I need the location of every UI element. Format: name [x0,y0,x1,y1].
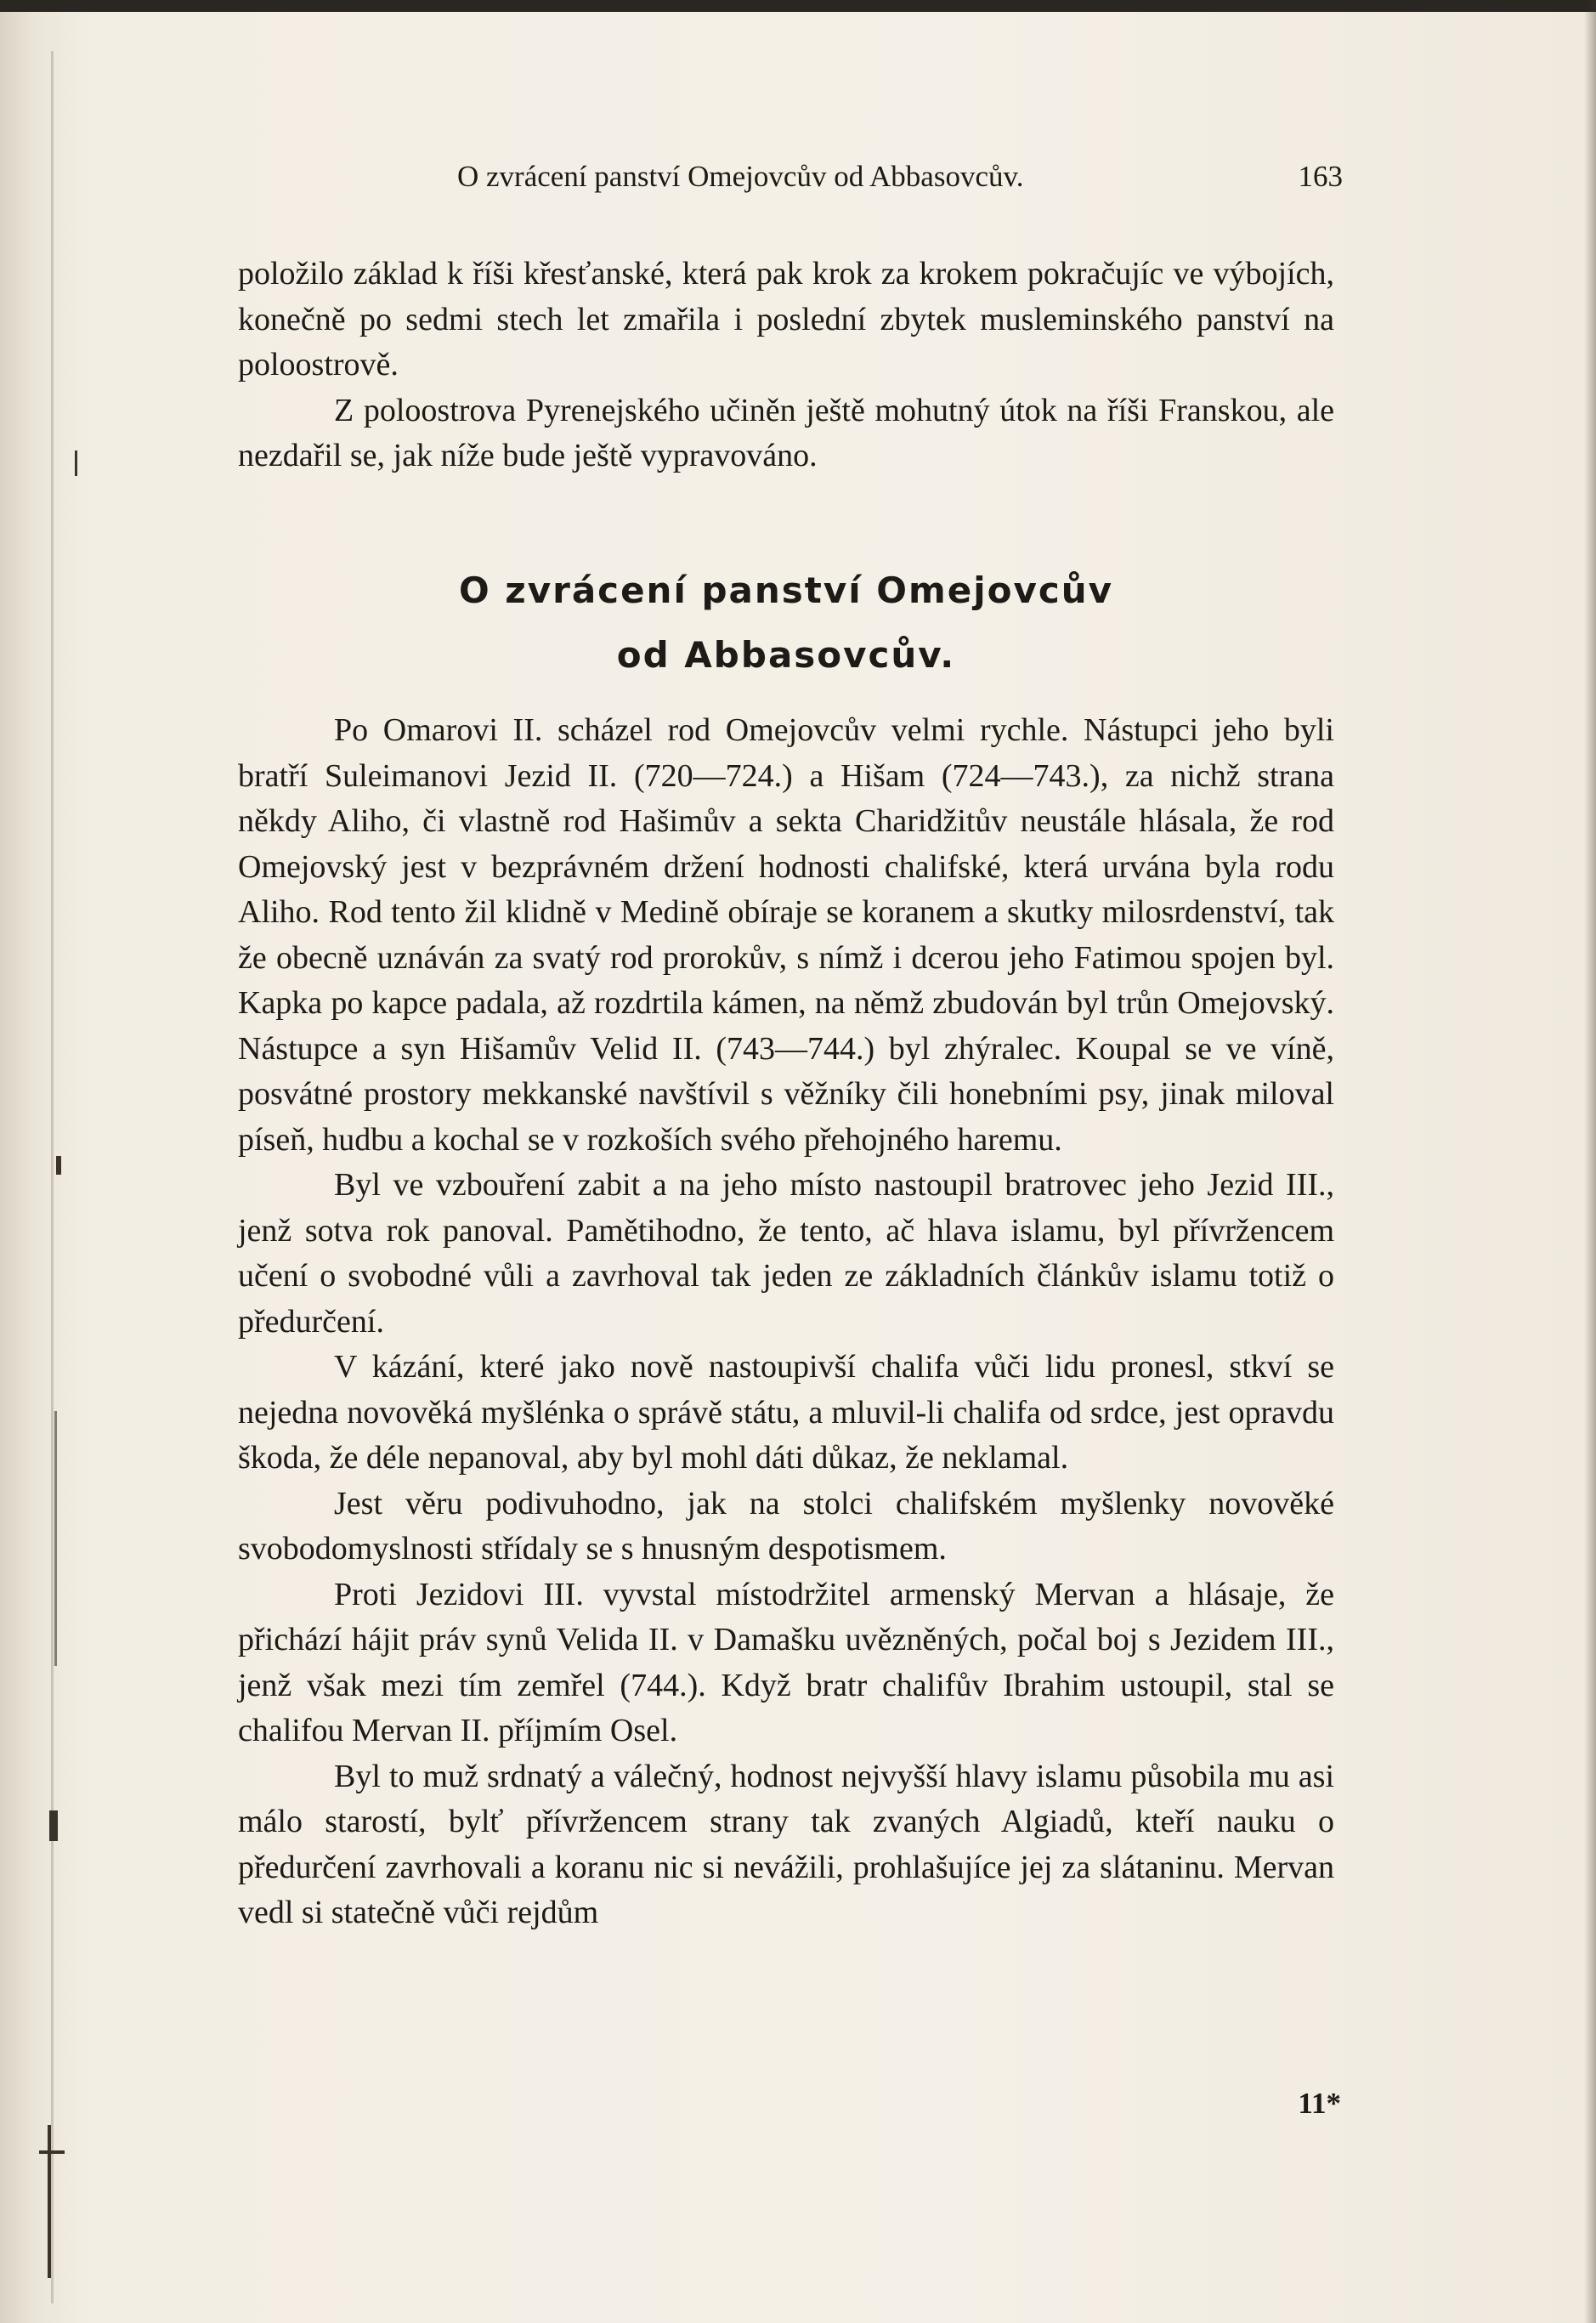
text-block-top [238,252,1334,479]
paragraph: Z poloostrova Pyrenejského učiněn ještě mohutný útok na říši Franskou, ale nezdařil se, jak níže bude ještě vypravováno. [238,392,1334,473]
section-heading: O zvrácení panství Omejovcův [458,569,1114,611]
paragraph: Po Omarovi II. scházel rod Omejovcův velmi rychle. Nástupci jeho byli bratří Suleimanovi Jezid II. (720—724.) a Hišam (724—743.), za nichž strana někdy Aliho, či vlastně rod Hašimův a sekta Charidžitův neustále hlásala, že rod Omejovský jest v bezprávném držení hodnosti chalifské, která urvána byla rodu Aliho. Rod tento žil klidně v Medině obíraje se koranem a skutky milosrdenství, tak že obecně uznáván za svatý rod prorokův, s nímž i dcerou jeho Fatimou spojen byl. Kapka po kapce padala, až rozdrtila kámen, na němž zbudován byl trůn Omejovský. Nástupce a syn Hišamův Velid II. (743—744.) byl zhýralec. Koupal se ve víně, posvátné prostory mekkanské navštívil s věžníky čili honebními psy, jinak miloval píseň, hudbu a kochal se v rozkoších svého přehojného haremu. [238,712,1334,1158]
text-block-main [238,708,1334,1936]
signature-mark: 11* [1298,2087,1341,2120]
section-heading-cont: od Abbasovcův. [616,634,956,676]
binding-fold [51,51,54,2303]
running-header [238,160,1343,202]
margin-mark [54,1411,57,1666]
margin-mark [56,1156,61,1175]
running-title: O zvrácení panství Omejovcův od Abbasovcův. [457,160,1024,193]
page-number: 163 [1298,160,1343,193]
scan-top-border [0,0,1596,12]
margin-mark [39,2150,65,2154]
paragraph: Byl ve vzbouření zabit a na jeho místo nastoupil bratrovec jeho Jezid III., jenž sotva rok panoval. Pamětihodno, že tento, ač hlava islamu, byl přívržencem učení o svobodné vůli a zavrhoval tak jeden ze základních článkův islamu totiž o předurčení. [238,1167,1334,1340]
margin-mark [48,2125,51,2278]
paragraph: Byl to muž srdnatý a válečný, hodnost nejvyšší hlavy islamu působila mu asi málo starostí, bylť přívržencem strany tak zvaných Algiadů, kteří nauku o předurčení zavrhovali a koranu nic si nevážili, prohlašujíce jej za slátaninu. Mervan vedl si statečně vůči rejdům [238,1758,1334,1930]
margin-mark [49,1810,58,1841]
paragraph: Proti Jezidovi III. vyvstal místodržitel armenský Mervan a hlásaje, že přichází hájit práv synů Velida II. v Damašku uvězněných, počal boj s Jezidem III., jenž však mezi tím zemřel (744.). Když bratr chalifův Ibrahim ustoupil, stal se chalifou Mervan II. příjmím Osel. [238,1576,1334,1748]
paragraph: Jest věru podivuhodno, jak na stolci chalifském myšlenky novověké svobodomyslnosti střídaly se s hnusným despotismem. [238,1485,1334,1567]
margin-mark [75,450,77,476]
paragraph: položilo základ k říši křesťanské, která pak krok za krokem pokračujíc ve výbojích, konečně po sedmi stech let zmařila i poslední zbytek musleminského panství na poloostrově. [238,256,1334,382]
scan-right-edge [1584,0,1596,2323]
paragraph: V kázání, které jako nově nastoupivší chalifa vůči lidu pronesl, stkví se nejedna novověká myšlénka o správě státu, a mluvil-li chalifa od srdce, jest opravdu škoda, že déle nepanoval, aby byl mohl dáti důkaz, že neklamal. [238,1349,1334,1476]
